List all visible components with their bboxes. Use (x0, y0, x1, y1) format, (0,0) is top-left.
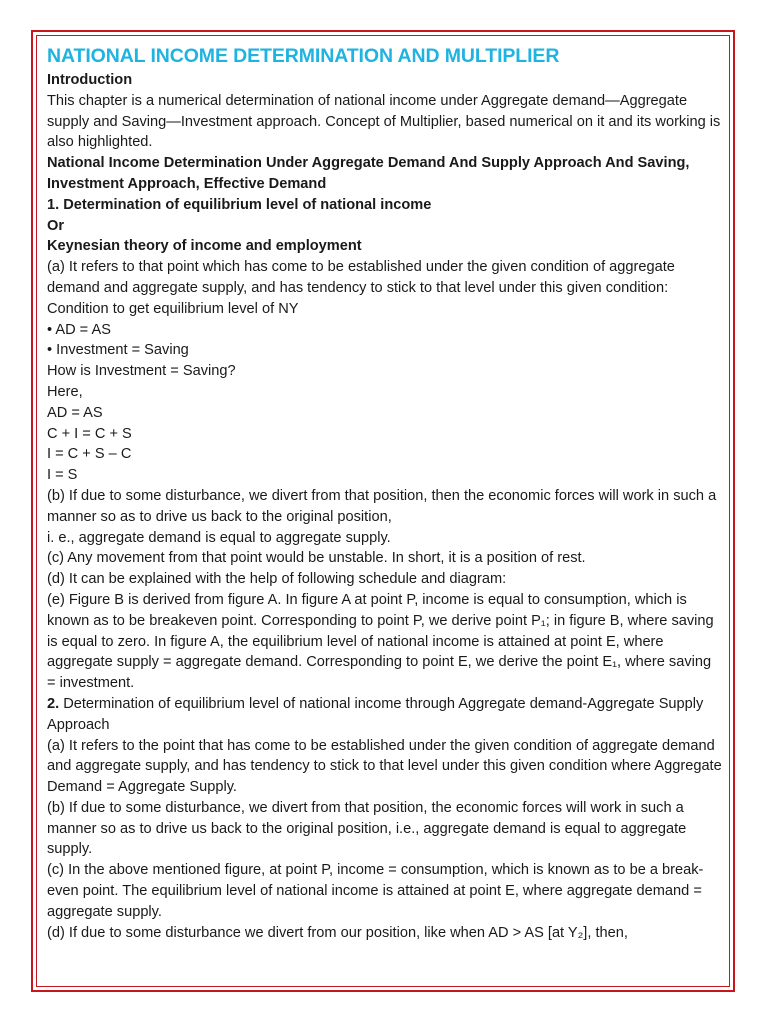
paragraph (47, 70, 723, 91)
paragraph (47, 486, 723, 528)
paragraph (47, 216, 723, 237)
paragraph (47, 361, 723, 382)
paragraph (47, 590, 723, 694)
paragraph-text: • Investment = Saving (47, 342, 189, 359)
paragraph-text: i. e., aggregate demand is equal to aggregate supply. (47, 529, 391, 546)
paragraph-text: AD = AS (47, 404, 103, 421)
paragraph-text: Determination of equilibrium level of national income through Aggregate demand-Aggregate Supply Approach (47, 695, 704, 733)
paragraph (47, 236, 723, 257)
paragraph (47, 465, 723, 486)
paragraph-text: This chapter is a numerical determination of national income under Aggregate demand—Aggregate supply and Saving—Investment approach. Concept of Multiplier, based numerical on it and its working is also highlighted. (47, 92, 721, 151)
paragraph-text: Here, (47, 383, 83, 400)
paragraph (47, 444, 723, 465)
paragraph (47, 923, 723, 944)
paragraph (47, 528, 723, 549)
paragraph (47, 91, 723, 153)
paragraph-text: (a) It refers to that point which has come to be established under the given condition of aggregate demand and aggregate supply, and has tendency to stick to that level under this given condition: (47, 259, 675, 296)
paragraph-text: (b) If due to some disturbance, we divert from that position, the economic forces will work in such a manner so as to drive us back to the original position, i.e., aggregate demand is equal to aggregate supply. (47, 799, 687, 858)
paragraph (47, 569, 723, 590)
paragraph (47, 798, 723, 860)
paragraph-text: 1. Determination of equilibrium level of national income (47, 196, 432, 213)
paragraph (47, 403, 723, 424)
paragraph-text: (a) It refers to the point that has come to be established under the given condition of aggregate demand and aggregate supply, and has tendency to stick to that level under this given condition where Aggregate Demand = Aggregate Supply. (47, 737, 722, 796)
paragraph-text: (d) If due to some disturbance we divert from our position, like when AD > AS [at Y₂], then, (47, 924, 628, 941)
paragraph (47, 340, 723, 361)
paragraph (47, 382, 723, 403)
paragraph-text: (e) Figure B is derived from figure A. In figure A at point P, income is equal to consumption, which is known as to be breakeven point. Corresponding to point P, we derive point P₁; in figure B, where saving is equal to zero. In figure A, the equilibrium level of national income is attained at point E, where aggregate supply = aggregate demand. Corresponding to point E, we derive the point E₁, where saving = investment. (47, 591, 714, 692)
paragraph (47, 694, 723, 736)
paragraph-text: Keynesian theory of income and employment (47, 238, 362, 255)
paragraph-text: How is Investment = Saving? (47, 363, 236, 380)
paragraph (47, 860, 723, 922)
paragraph (47, 257, 723, 299)
paragraph-text: National Income Determination Under Aggregate Demand And Supply Approach And Saving, Investment Approach, Effective Demand (47, 155, 690, 192)
paragraph (47, 153, 723, 195)
paragraph (47, 548, 723, 569)
paragraph-text: (c) In the above mentioned figure, at point P, income = consumption, which is known as to be a break-even point. The equilibrium level of national income is attained at point E, where aggregate demand = aggregate supply. (47, 862, 704, 920)
paragraph-text: I = C + S – C (47, 446, 132, 463)
paragraph-text: (b) If due to some disturbance, we divert from that position, then the economic forces will work in such a manner so as to drive us back to the original position, (47, 487, 717, 525)
paragraph-text: I = S (47, 467, 78, 484)
paragraph-text: Condition to get equilibrium level of NY (47, 300, 299, 317)
paragraph (47, 424, 723, 445)
paragraph (47, 195, 723, 216)
paragraph-text: Introduction (47, 72, 133, 88)
paragraph-text: • AD = AS (47, 321, 111, 338)
document-lines (47, 70, 723, 943)
paragraph-text: (d) It can be explained with the help of following schedule and diagram: (47, 571, 507, 588)
paragraph (47, 736, 723, 798)
document-body (47, 42, 723, 943)
paragraph-text: Or (47, 217, 65, 234)
paragraph (47, 320, 723, 341)
paragraph-text: (c) Any movement from that point would be unstable. In short, it is a position of rest. (47, 550, 586, 567)
paragraph-number: 2. (47, 695, 60, 712)
paragraph-text: C + I = C + S (47, 425, 132, 442)
document-title: NATIONAL INCOME DETERMINATION AND MULTIPLIER (47, 45, 560, 67)
paragraph (47, 299, 723, 320)
